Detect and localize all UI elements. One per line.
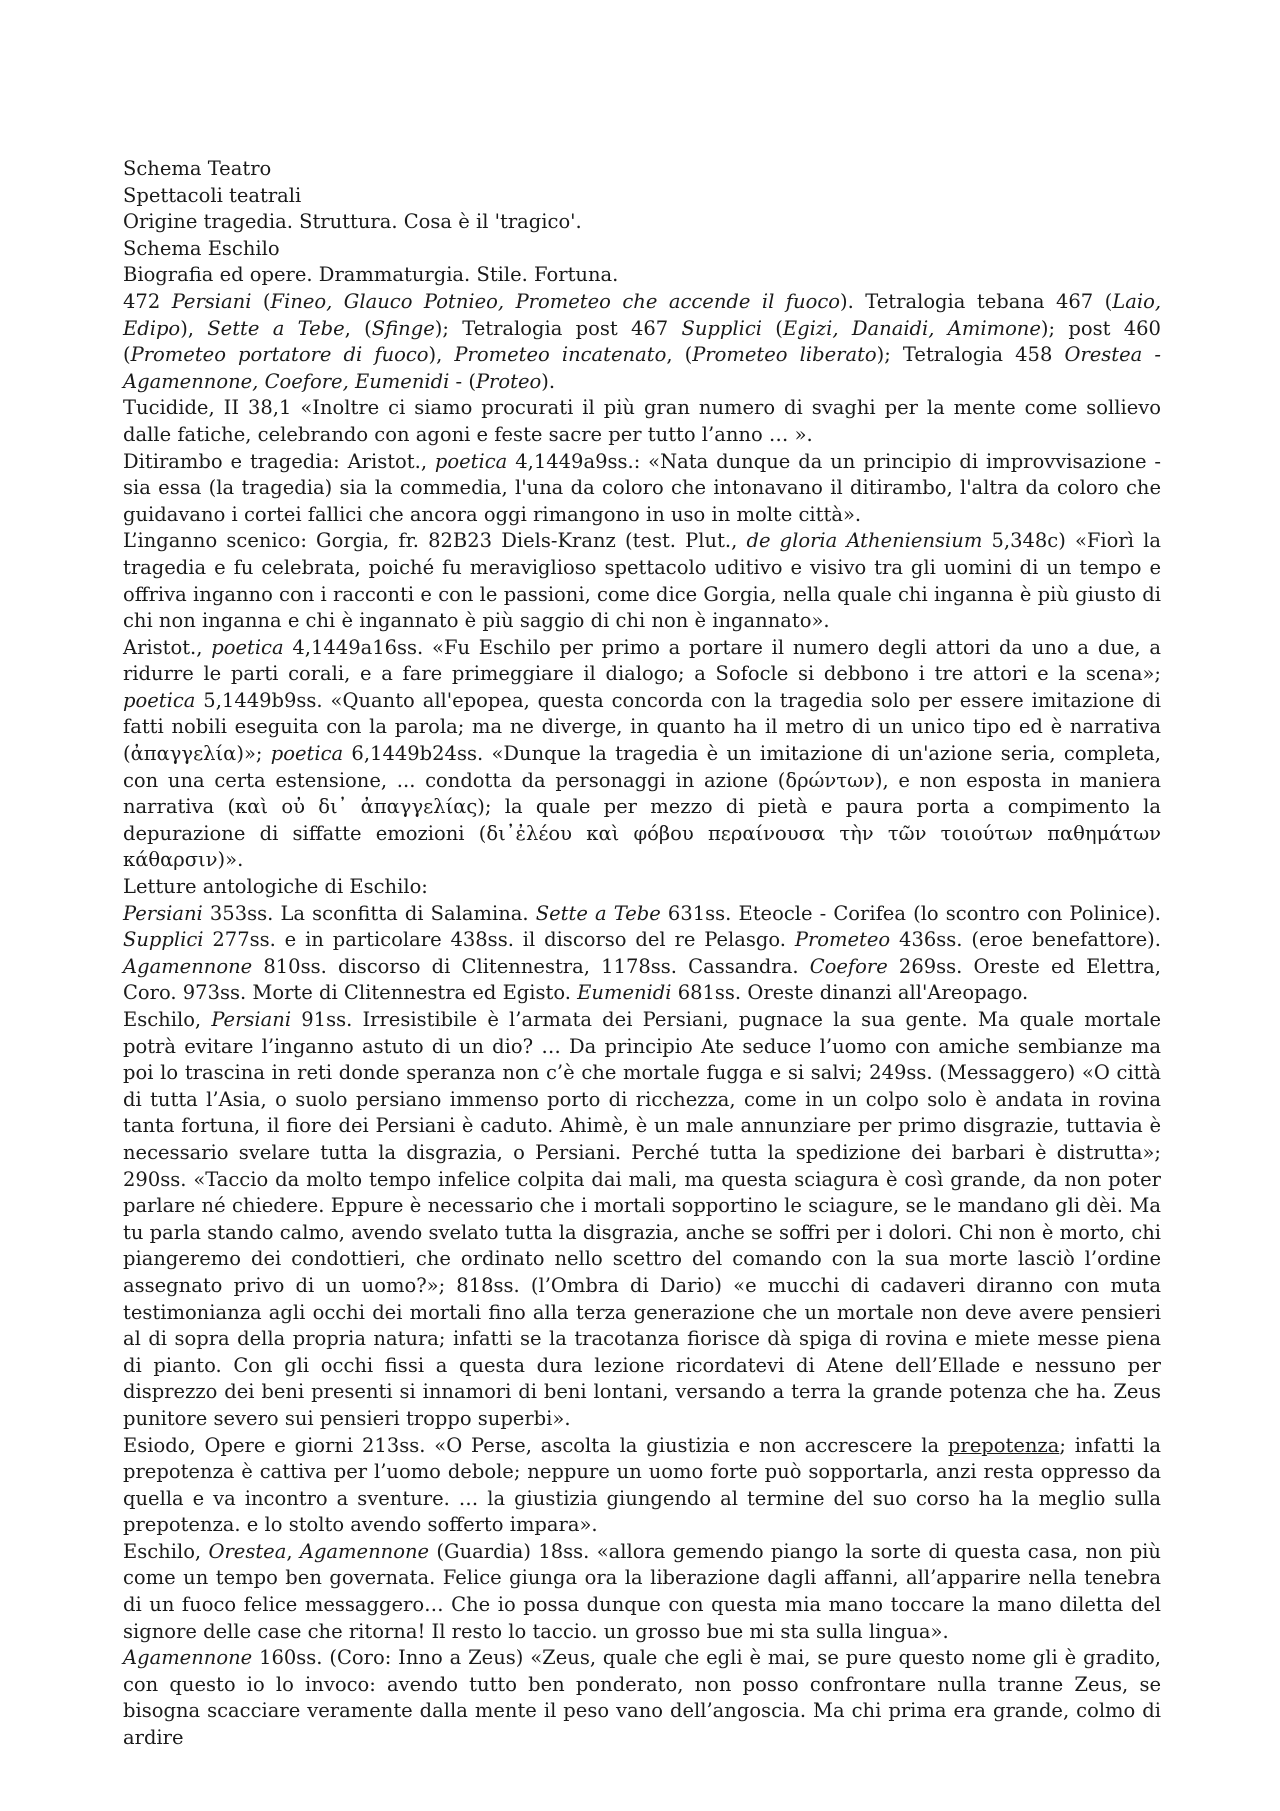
paragraph-agamennone-guardia: Eschilo, Orestea, Agamennone (Guardia) 18ss. «allora gemendo piango la sorte di questa casa, non più come un tempo ben governata. Felice giunga ora la liberazione dagli affanni, all’apparire nella tenebra di un fuoco felice messaggero… Che io possa dunque con questa mia mano toccare la mano diletta del signore delle case che ritorna! Il resto lo taccio. un grosso bue mi sta sulla lingua». [123,1539,1161,1643]
paragraph-opere-eschilo: 472 Persiani (Fineo, Glauco Potnieo, Prometeo che accende il fuoco). Tetralogia tebana 467 (Laio, Edipo), Sette a Tebe, (Sfinge); Tetralogia post 467 Supplici (Egizi, Danaidi, Amimone); post 460 (Prometeo portatore di fuoco), Prometeo incatenato, (Prometeo liberato); Tetralogia 458 Orestea - Agamennone, Coefore, Eumenidi - (Proteo). [123,289,1162,393]
heading-origine-tragedia: Origine tragedia. Struttura. Cosa è il 'tragico'. [123,210,582,234]
paragraph-ditirambo: Ditirambo e tragedia: Aristot., poetica 4,1449a9ss.: «Nata dunque da un principio di improvvisazione - sia essa (la tragedia) sia la commedia, l'una da coloro che intonavano il ditirambo, l'altra da coloro che guidavano i cortei fallici che ancora oggi rimangono in uso in molte città». [123,449,1161,526]
heading-schema-eschilo: Schema Eschilo [123,236,280,260]
paragraph-persiani: Eschilo, Persiani 91ss. Irresistibile è l’armata dei Persiani, pugnace la sua gente. Ma quale mortale potrà evitare l’inganno astuto di un dio? … Da principio Ate seduce l’uomo con amiche sembianze ma poi lo trascina in reti donde speranza non c’è che mortale fugga e si salvi; 249ss. (Messaggero) «O città di tutta l’Asia, o suolo persiano immenso porto di ricchezza, come in un colpo solo è andata in rovina tanta fortuna, il fiore dei Persiani è caduto. Ahimè, è un male annunziare per primo disgrazie, tuttavia è necessario svelare tutta la disgrazia, o Persiani. Perché tutta la spedizione dei barbari è distrutta»; 290ss. «Taccio da molto tempo infelice colpita dai mali, ma questa sciagura è così grande, da non poter parlare né chiedere. Eppure è necessario che i mortali sopportino le sciagure, se le mandano gli dèi. Ma tu parla stando calmo, avendo svelato tutta la disgrazia, anche se soffri per i dolori. Chi non è morto, chi piangeremo dei condottieri, che ordinato nello scettro del comando con la sua morte lasciò l’ordine assegnato privo di un uomo?»; 818ss. (l’Ombra di Dario) «e mucchi di cadaveri diranno con muta testimonianza agli occhi dei mortali fino alla terza generazione che un mortale non deve avere pensieri al di sopra della propria natura; infatti se la tracotanza fiorisce dà spiga di rovina e miete messe piena di pianto. Con gli occhi fissi a questa dura lezione ricordatevi di Atene dell’Ellade e nessuno per disprezzo dei beni presenti si innamori di beni lontani, versando a terra la grande potenza che ha. Zeus punitore severo sui pensieri troppo superbi». [123,1008,1161,1430]
heading-schema-teatro: Schema Teatro [123,157,272,180]
paragraph-letture-list: Persiani 353ss. La sconfitta di Salamina. Sette a Tebe 631ss. Eteocle - Corifea (lo scontro con Polinice). Supplici 277ss. e in particolare 438ss. il discorso del re Pelasgo. Prometeo 436ss. (eroe benefattore). Agamennone 810ss. discorso di Clitennestra, 1178ss. Cassandra. Coefore 269ss. Oreste ed Elettra, Coro. 973ss. Morte di Clitennestra ed Egisto. Eumenidi 681ss. Oreste dinanzi all'Areopago. [123,901,1162,1005]
heading-biografia: Biografia ed opere. Drammaturgia. Stile. Fortuna. [123,263,619,287]
paragraph-inganno-scenico: L’inganno scenico: Gorgia, fr. 82B23 Diels-Kranz (test. Plut., de gloria Atheniensium 5,348c) «Fiorì la tragedia e fu celebrata, poiché fu meraviglioso spettacolo uditivo e visivo tra gli uomini di un tempo e offriva inganno con i racconti e con le passioni, come dice Gorgia, nella quale chi inganna è più giusto di chi non inganna e chi è ingannato è più saggio di chi non è ingannato». [123,529,1161,633]
underlined-prepotenza: prepotenza [947,1433,1060,1457]
heading-letture-antologiche: Letture antologiche di Eschilo: [123,875,428,899]
paragraph-inno-a-zeus: Agamennone 160ss. (Coro: Inno a Zeus) «Zeus, quale che egli è mai, se pure questo nome gli è gradito, con questo io lo invoco: avendo tutto ben ponderato, non posso confrontare nulla tranne Zeus, se bisogna scacciare veramente dalla mente il peso vano dell’angoscia. Ma chi prima era grande, colmo di ardire [123,1646,1161,1750]
paragraph-tucidide: Tucidide, II 38,1 «Inoltre ci siamo procurati il più gran numero di svaghi per la mente come sollievo dalle fatiche, celebrando con agoni e feste sacre per tutto l’anno … ». [123,396,1161,446]
paragraph-aristotele-poetica: Aristot., poetica 4,1449a16ss. «Fu Eschilo per primo a portare il numero degli attori da uno a due, a ridurre le parti corali, e a fare primeggiare il dialogo; a Sofocle si debbono i tre attori e la scena»; poetica 5,1449b9ss. «Quanto all'epopea, questa concorda con la tragedia solo per essere imitazione di fatti nobili eseguita con la parola; ma ne diverge, in quanto ha il metro di un unico tipo ed è narrativa (ἀπαγγελία)»; poetica 6,1449b24ss. «Dunque la tragedia è un imitazione di un'azione seria, completa, con una certa estensione, ... condotta da personaggi in azione (δρώντων), e non esposta in maniera narrativa (καὶ οὐ δι᾽ ἀπαγγελίας); la quale per mezzo di pietà e paura porta a compimento la depurazione di siffatte emozioni (δι᾽ἐλέου καὶ φόβου περαίνουσα τὴν τῶν τοιούτων παθημάτων κάθαρσιν)». [123,635,1161,872]
heading-spettacoli-teatrali: Spettacoli teatrali [123,183,302,207]
document-page [123,156,1161,1752]
paragraph-esiodo: Esiodo, Opere e giorni 213ss. «O Perse, ascolta la giustizia e non accrescere la prepotenza; infatti la prepotenza è cattiva per l’uomo debole; neppure un uomo forte può sopportarla, anzi resta oppresso da quella e va incontro a sventure. … la giustizia giungendo al termine del suo corso ha la meglio sulla prepotenza. e lo stolto avendo sofferto impara». [123,1433,1161,1537]
